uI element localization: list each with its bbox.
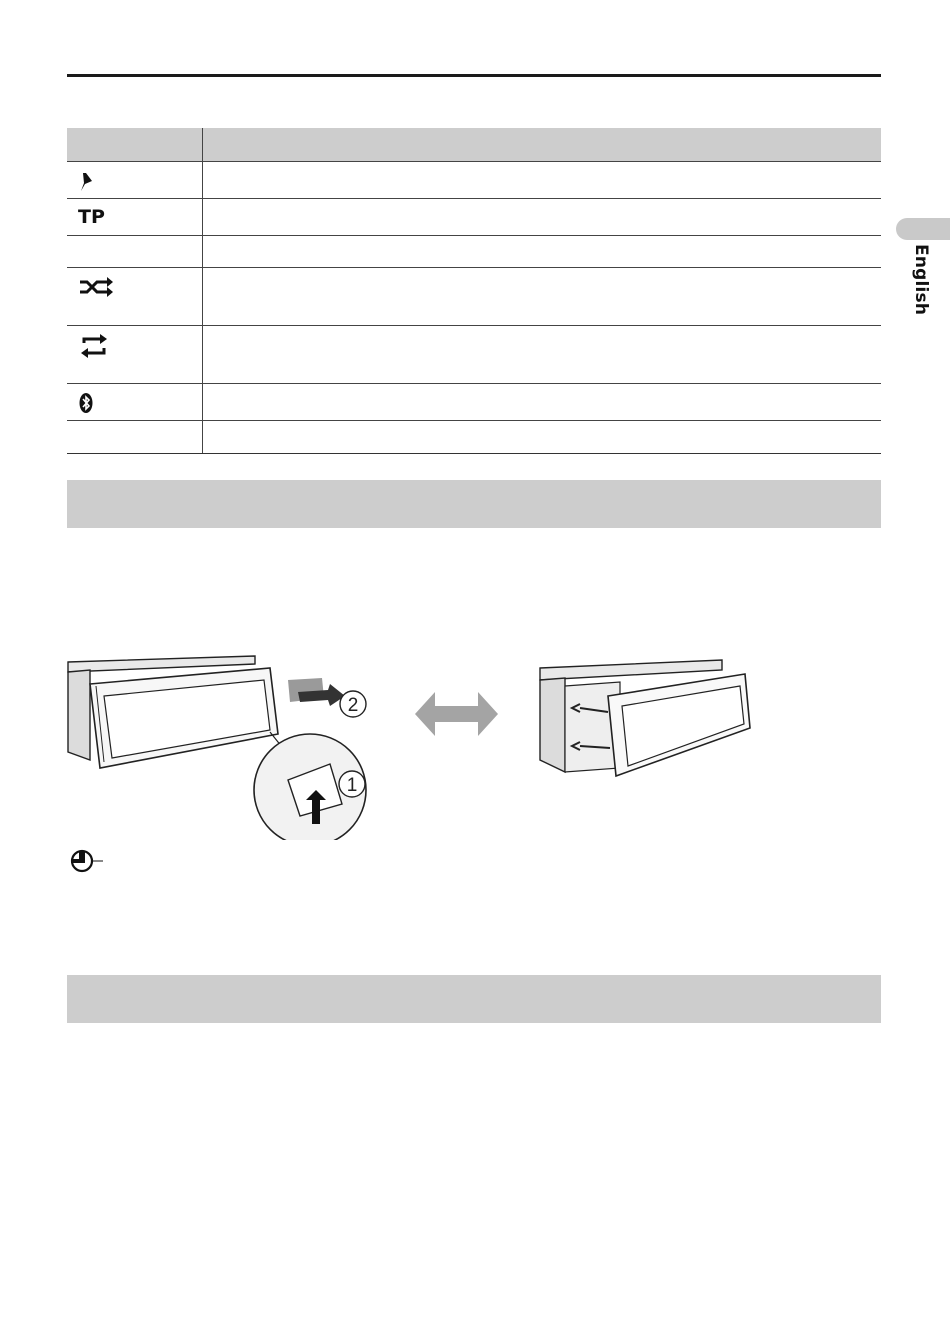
table-header-row [67,128,881,162]
tp-indicator: TP [78,206,105,228]
step-2-label: 2 [347,695,359,716]
head-unit-attaching [540,660,750,776]
table-row [67,421,881,454]
table-row [67,199,881,236]
front-panel-detach-illustration [60,640,760,840]
description-cell [202,199,881,236]
indicator-cell [67,421,202,454]
description-cell [202,326,881,384]
description-cell [202,236,881,268]
description-cell [202,162,881,199]
step-1-label: 1 [346,775,358,796]
important-icon [67,848,107,874]
double-arrow-icon [415,692,498,736]
language-tab-label: English [911,244,931,316]
table-row [67,326,881,384]
section-header [67,480,881,528]
section-header [67,975,881,1023]
repeat-icon [78,334,110,358]
header-description [202,128,881,162]
indicator-cell [67,268,202,326]
indicator-cell [67,199,202,236]
table-row [67,268,881,326]
description-cell [202,421,881,454]
language-tab [896,218,950,240]
indicator-cell [67,384,202,421]
header-rule [67,74,881,77]
head-unit-detaching [68,656,366,840]
table-row [67,384,881,421]
speaker-scroll-icon [78,171,100,193]
description-cell [202,384,881,421]
indicator-cell [67,236,202,268]
description-cell [202,268,881,326]
bluetooth-icon [78,392,94,414]
indicator-table [67,128,881,454]
header-indicator [67,128,202,162]
table-row [67,162,881,199]
shuffle-icon [78,276,114,298]
indicator-cell [67,162,202,199]
indicator-cell [67,326,202,384]
table-row [67,236,881,268]
